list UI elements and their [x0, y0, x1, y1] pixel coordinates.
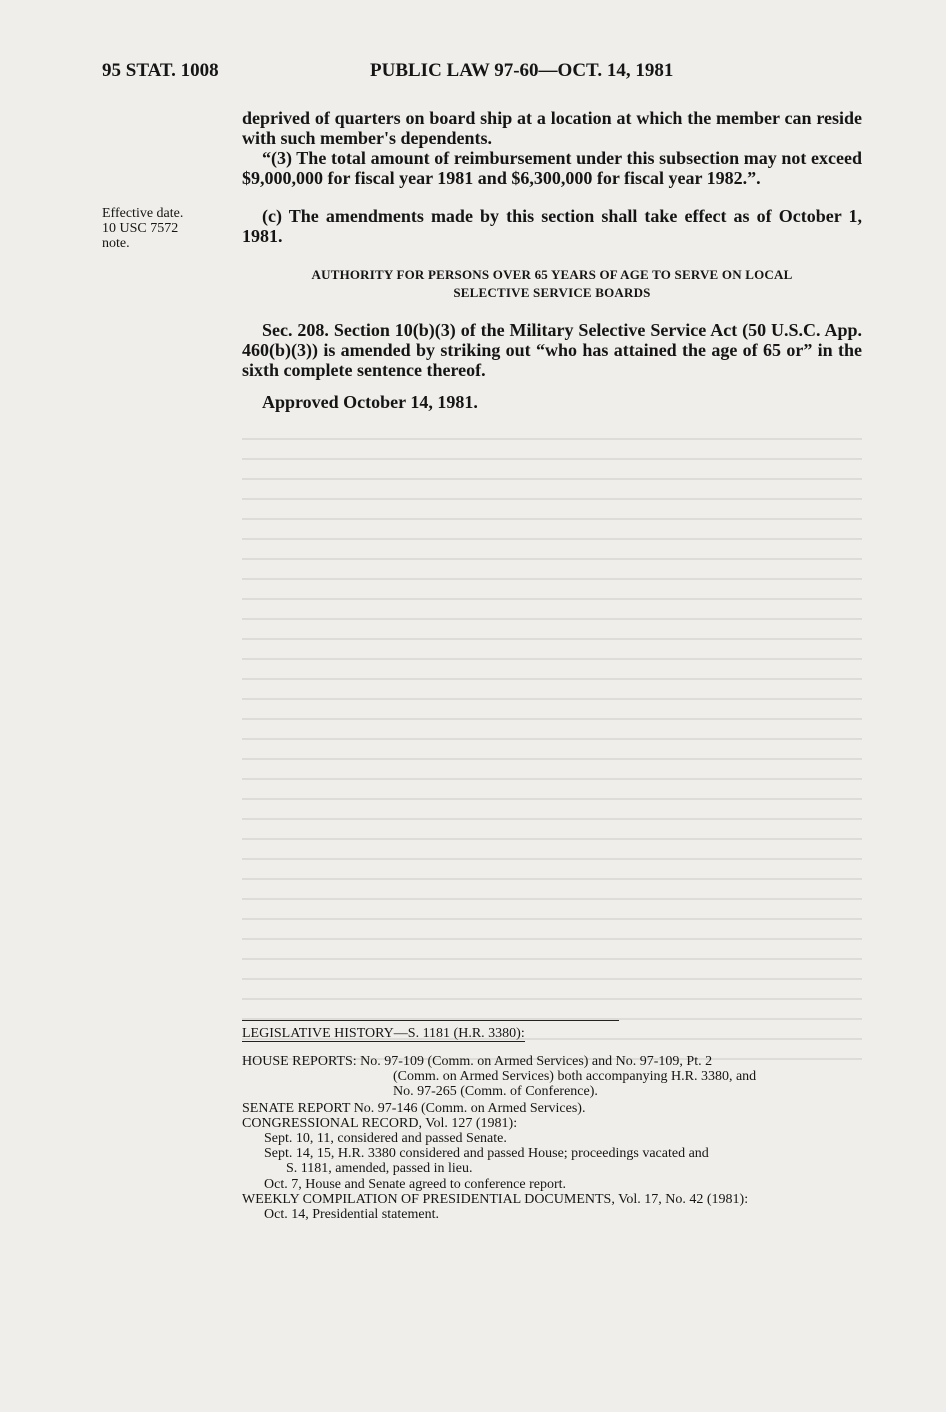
- house-reports-line: HOUSE REPORTS: No. 97-109 (Comm. on Armed Services) and No. 97-109, Pt. 2: [242, 1054, 713, 1069]
- section-number: Sec. 208.: [262, 320, 329, 340]
- divider: [242, 1020, 619, 1021]
- paragraph-continuation: deprived of quarters on board ship at a location at which the member can reside with such member's dependents.: [242, 108, 862, 148]
- record-entry: Oct. 7, House and Senate agreed to conference report.: [264, 1177, 567, 1192]
- house-reports-line: (Comm. on Armed Services) both accompanying H.R. 3380, and: [393, 1069, 757, 1084]
- paragraph-section-208: [242, 320, 862, 380]
- public-law-title: PUBLIC LAW 97-60—OCT. 14, 1981: [370, 60, 674, 81]
- margin-note-line: Effective date.: [102, 206, 184, 221]
- weekly-compilation-entry: Oct. 14, Presidential statement.: [264, 1207, 439, 1222]
- paragraph-effective-date: (c) The amendments made by this section shall take effect as of October 1, 1981.: [242, 206, 862, 246]
- weekly-compilation: WEEKLY COMPILATION OF PRESIDENTIAL DOCUMENTS, Vol. 17, No. 42 (1981):: [242, 1192, 749, 1207]
- section-heading-line: AUTHORITY FOR PERSONS OVER 65 YEARS OF AGE TO SERVE ON LOCAL: [311, 267, 793, 282]
- house-reports-line: No. 97-265 (Comm. of Conference).: [393, 1084, 598, 1099]
- section-heading: [242, 266, 862, 302]
- record-entry: Sept. 10, 11, considered and passed Senate.: [264, 1131, 507, 1146]
- section-heading-line: SELECTIVE SERVICE BOARDS: [453, 285, 651, 300]
- margin-note-line: note.: [102, 236, 130, 251]
- congressional-record: CONGRESSIONAL RECORD, Vol. 127 (1981):: [242, 1116, 518, 1131]
- margin-note-line: 10 USC 7572: [102, 221, 179, 236]
- statute-page-number: 95 STAT. 1008: [102, 60, 219, 81]
- record-entry: Sept. 14, 15, H.R. 3380 considered and passed House; proceedings vacated and S. 1181, amended, passed in lieu.: [264, 1146, 709, 1176]
- section-text: Section 10(b)(3) of the Military Selective Service Act (50 U.S.C. App. 460(b)(3)) is amended by striking out “who has attained the age of 65 or” in the sixth complete sentence thereof.: [242, 320, 863, 380]
- paragraph-subsection-3: “(3) The total amount of reimbursement under this subsection may not exceed $9,000,000 for fiscal year 1981 and $6,300,000 for fiscal year 1982.”.: [242, 148, 862, 188]
- legislative-history-title: LEGISLATIVE HISTORY—S. 1181 (H.R. 3380):: [242, 1026, 525, 1041]
- margin-note: [102, 206, 222, 251]
- approval-date: Approved October 14, 1981.: [262, 392, 478, 412]
- senate-report: SENATE REPORT No. 97-146 (Comm. on Armed Services).: [242, 1101, 586, 1116]
- show-through-text: [242, 420, 862, 1220]
- house-reports: [242, 1054, 862, 1099]
